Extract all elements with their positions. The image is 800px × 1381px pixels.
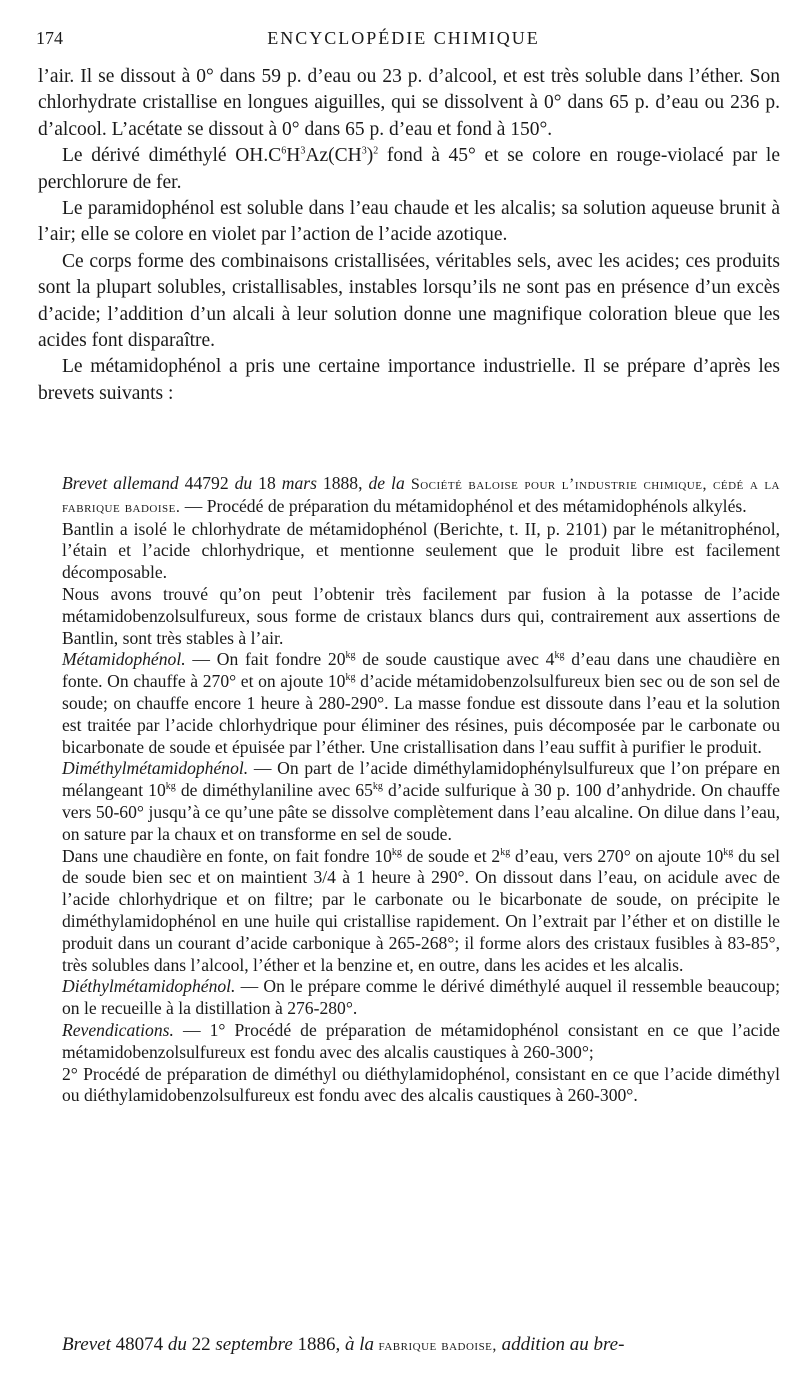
paragraph: l’air. Il se dissout à 0° dans 59 p. d’eau ou 23 p. d’alcool, et est très soluble dans l’éther. Son chlorhydrate cristallise en longues aiguilles, qui se dissolvent à 0° dans 65 p. d’eau ou 236 p. d’alcool. L’acétate se dissout à 0° dans 65 p. d’eau et fond à 150°. [38, 66, 780, 140]
paragraph: Revendications. — 1° Procédé de préparation de métamidophénol consistant en ce que l’acide métamidobenzolsulfureux est fondu avec des alcalis caustiques à 260-300°; [62, 1019, 780, 1062]
paragraph: Le dérivé diméthylé $OH.C^6H^3Az(CH^3)^2$ fond à 45° et se colore en rouge-violacé par le perchlorure de fer. [38, 145, 780, 193]
paragraph: Le paramidophénol est soluble dans l’eau chaude et les alcalis; sa solution aqueuse brunit à l’air; elle se colore en violet par l’action de l’acide azotique. [38, 198, 780, 246]
paragraph: Diéthylmétamidophénol. — On le prépare comme le dérivé diméthylé auquel il ressemble beaucoup; on le recueille à la distillation à 276-280°. [62, 976, 780, 1019]
paragraph: Bantlin a isolé le chlorhydrate de métamidophénol (Berichte, t. II, p. 2101) par le métanitrophénol, l’étain et l’acide chlorhydrique, et mentionne seulement que le produit libre est facilement décomposable. [62, 518, 780, 583]
page-number: 174 [36, 28, 63, 48]
main-text [38, 64, 780, 407]
paragraph: Métamidophénol. — On fait fondre $20^{kg}$ de soude caustique avec $4^{kg}$ d’eau dans une chaudière en fonte. On chauffe à 270° et on ajoute $10^{kg}$ d’acide métamidobenzolsulfureux bien sec ou de son sel de soude; on chauffe encore 1 heure à 280-290°. La masse fondue est dissoute dans l’eau et la solution est traitée par l’acide chlorhydrique pour éliminer des résines, puis décomposée par le carbonate ou bicarbonate de soude et épuisée par l’éther. Une cristallisation dans l’eau suffit à purifier le produit. [62, 649, 781, 757]
paragraph: Le métamidophénol a pris une certaine importance industrielle. Il se prépare d’après les brevets suivants : [38, 356, 780, 404]
paragraph: Nous avons trouvé qu’on peut l’obtenir très facilement par fusion à la potasse de l’acide métamidobenzolsulfureux, sous forme de cristaux blancs durs qui, contrairement aux assertions de Bantlin, sont très stables à l’air. [62, 583, 780, 648]
paragraph: Diméthylmétamidophénol. — On part de l’acide diméthylamidophénylsulfureux que l’on prépare en mélangeant $10^{kg}$ de diméthylaniline avec $65^{kg}$ d’acide sulfurique à 30 p. 100 d’anhydride. On chauffe vers 50-60° jusqu’à ce qu’une pâte se dissolve complètement dans l’eau alcaline. On dilue dans l’eau, on sature par la chaux et on transforme en sel de soude. [62, 758, 780, 844]
patent-heading: Brevet allemand 44792 du 18 mars 1888, de la Société baloise pour l’industrie chimique, cédé a la fabrique badoise. — Procédé de préparation du métamidophénol et des métamidophénols alkylés. [62, 473, 780, 516]
paragraph: Ce corps forme des combinaisons cristallisées, véritables sels, avec les acides; ces produits sont la plupart solubles, cristallisables, instables lorsqu’ils ne sont pas en présence d’un excès d’acide; l’addition d’un alcali à leur solution donne une magnifique coloration bleue que les acides font disparaître. [38, 250, 780, 352]
paragraph: 2° Procédé de préparation de diméthyl ou diéthylamidophénol, consistant en ce que l’acide diméthyl ou diéthylamidobenzolsulfureux est fondu avec des alcalis caustiques à 260-300°. [62, 1063, 780, 1106]
paragraph: Dans une chaudière en fonte, on fait fondre $10^{kg}$ de soude et $2^{kg}$ d’eau, vers 270° on ajoute $10^{kg}$ du sel de soude bien sec et on maintient 3/4 à 1 heure à 290°. On dissout dans l’eau, on acidule avec de l’acide chlorhydrique et on filtre; par le carbonate ou le bicarbonate de soude, on précipite le diméthylamidophénol en une huile qui cristallise rapidement. On l’extrait par l’éther et on distille le produit dans un courant d’acide carbonique à 265-268°; il forme alors des cristaux fusibles à 83-85°, très solubles dans l’alcool, l’éther et la benzine et, en outre, dans les acides et les alcalis. [62, 845, 780, 975]
running-title: ENCYCLOPÉDIE CHIMIQUE [267, 28, 540, 48]
page-header [36, 28, 771, 58]
patent-section [62, 473, 780, 1107]
patent-heading-continued: Brevet 48074 du 22 septembre 1886, à la fabrique badoise, addition au bre- [62, 1334, 625, 1355]
